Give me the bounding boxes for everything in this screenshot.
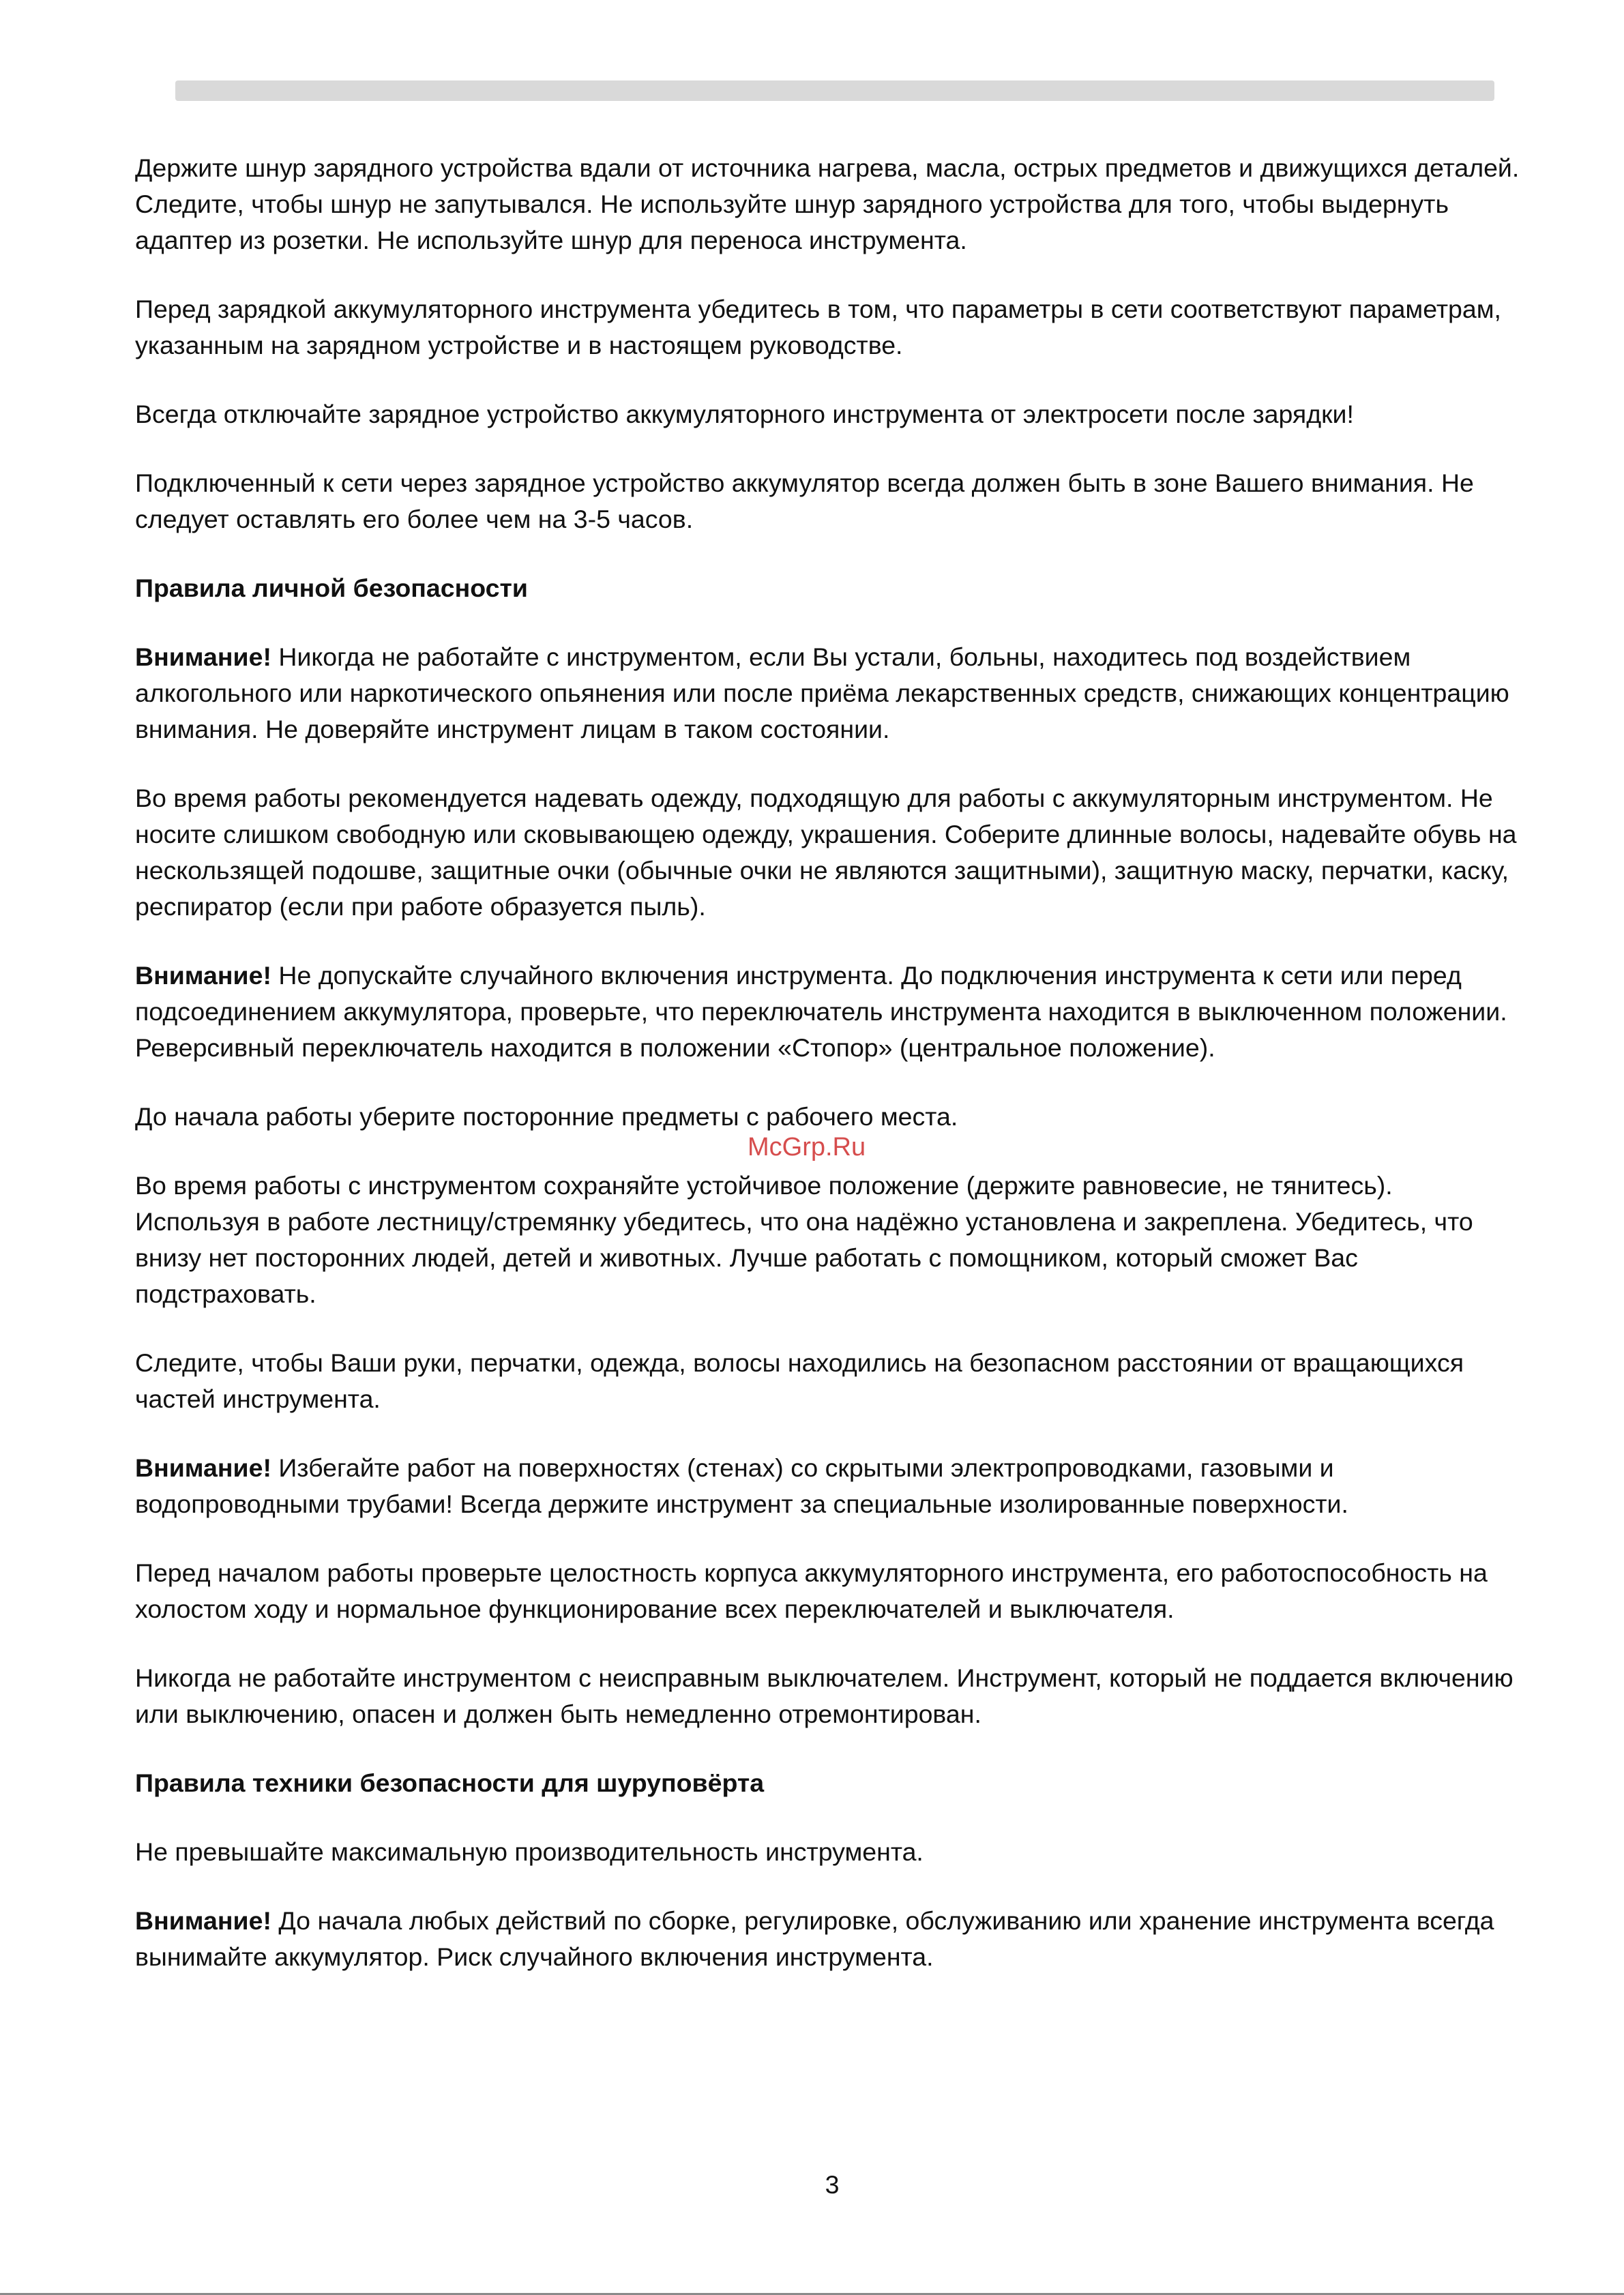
- page-number: 3: [825, 2170, 840, 2199]
- paragraph-text: Держите шнур зарядного устройства вдали от источника нагрева, масла, острых предметов и движущихся деталей. Следите, чтобы шнур не запутывался. Не используйте шнур зарядного устройства для того, чтобы выдернуть адаптер из розетки. Не используйте шнур для переноса инструмента.: [135, 153, 1520, 254]
- header-bar: [175, 80, 1494, 101]
- paragraph-text: До начала любых действий по сборке, регулировке, обслуживанию или хранение инструмента всегда вынимайте аккумулятор. Риск случайного включения инструмента.: [135, 1906, 1494, 1971]
- paragraph-stable-position: [135, 1168, 1520, 1312]
- paragraph-text: Никогда не работайте инструментом с неисправным выключателем. Инструмент, который не поддается включению или выключению, опасен и должен быть немедленно отремонтирован.: [135, 1663, 1514, 1728]
- heading-screwdriver-safety: Правила техники безопасности для шуруповёрта: [135, 1768, 765, 1797]
- paragraph-max-performance: [135, 1834, 1520, 1870]
- paragraph-text: До начала работы уберите посторонние предметы с рабочего места.: [135, 1102, 958, 1131]
- paragraph-text: Следите, чтобы Ваши руки, перчатки, одежда, волосы находились на безопасном расстоянии от вращающихся частей инструмента.: [135, 1348, 1464, 1413]
- paragraph-pre-check: [135, 1555, 1520, 1627]
- paragraph-text: Перед зарядкой аккумуляторного инструмента убедитесь в том, что параметры в сети соответствуют параметрам, указанным на зарядном устройстве и в настоящем руководстве.: [135, 295, 1501, 359]
- paragraph-warning-remove-battery: [135, 1903, 1520, 1975]
- paragraph-text: Избегайте работ на поверхностях (стенах) со скрытыми электропроводками, газовыми и водопроводными трубами! Всегда держите инструмент за специальные изолированные поверхности.: [135, 1453, 1348, 1518]
- page-content: [135, 150, 1520, 2008]
- paragraph-text: Во время работы с инструментом сохраняйте устойчивое положение (держите равновесие, не тянитесь). Используя в работе лестницу/стремянку убедитесь, что она надёжно установлена и закреплена. Убедитесь, что внизу нет посторонних людей, детей и животных. Лучше работать с помощником, который сможет Вас подстраховать.: [135, 1171, 1473, 1308]
- paragraph-charging-params: [135, 291, 1520, 364]
- paragraph-text: Во время работы рекомендуется надевать одежду, подходящую для работы с аккумуляторным инструментом. Не носите слишком свободную или сковывающею одежду, украшения. Соберите длинные волосы, надевайте обувь на нескользящей подошве, защитные очки (обычные очки не являются защитными), защитную маску, перчатки, каску, респиратор (если при работе образуется пыль).: [135, 784, 1517, 921]
- paragraph-warning-hidden-wiring: [135, 1450, 1520, 1522]
- paragraph-warning-fatigue: [135, 639, 1520, 747]
- paragraph-text: Подключенный к сети через зарядное устройство аккумулятор всегда должен быть в зоне Вашего внимания. Не следует оставлять его более чем на 3-5 часов.: [135, 469, 1474, 533]
- paragraph-disconnect: [135, 396, 1520, 432]
- paragraph-attention-charging: [135, 465, 1520, 537]
- paragraph-text: Не допускайте случайного включения инструмента. До подключения инструмента к сети или перед подсоединением аккумулятора, проверьте, что переключатель инструмента находится в выключенном положении. Реверсивный переключатель находится в положении «Стопор» (центральное положение).: [135, 961, 1507, 1062]
- paragraph-charger-cord: [135, 150, 1520, 258]
- paragraph-text: Перед началом работы проверьте целостность корпуса аккумуляторного инструмента, его работоспособность на холостом ходу и нормальное функционирование всех переключателей и выключателя.: [135, 1558, 1488, 1623]
- paragraph-clear-workplace: [135, 1099, 1520, 1135]
- paragraph-rotating-parts: [135, 1345, 1520, 1417]
- heading-personal-safety: Правила личной безопасности: [135, 574, 528, 602]
- paragraph-warning-accidental-start: [135, 958, 1520, 1066]
- paragraph-text: Не превышайте максимальную производительность инструмента.: [135, 1837, 924, 1866]
- paragraph-text: Всегда отключайте зарядное устройство аккумуляторного инструмента от электросети после зарядки!: [135, 400, 1354, 428]
- warning-label: Внимание!: [135, 961, 271, 990]
- paragraph-text: Никогда не работайте с инструментом, если Вы устали, больны, находитесь под воздействием алкогольного или наркотического опьянения или после приёма лекарственных средств, снижающих концентрацию внимания. Не доверяйте инструмент лицам в таком состоянии.: [135, 642, 1509, 743]
- warning-label: Внимание!: [135, 1453, 271, 1482]
- paragraph-faulty-switch: [135, 1660, 1520, 1732]
- warning-label: Внимание!: [135, 642, 271, 671]
- warning-label: Внимание!: [135, 1906, 271, 1935]
- watermark: McGrp.Ru: [748, 1133, 866, 1161]
- paragraph-clothing: [135, 780, 1520, 925]
